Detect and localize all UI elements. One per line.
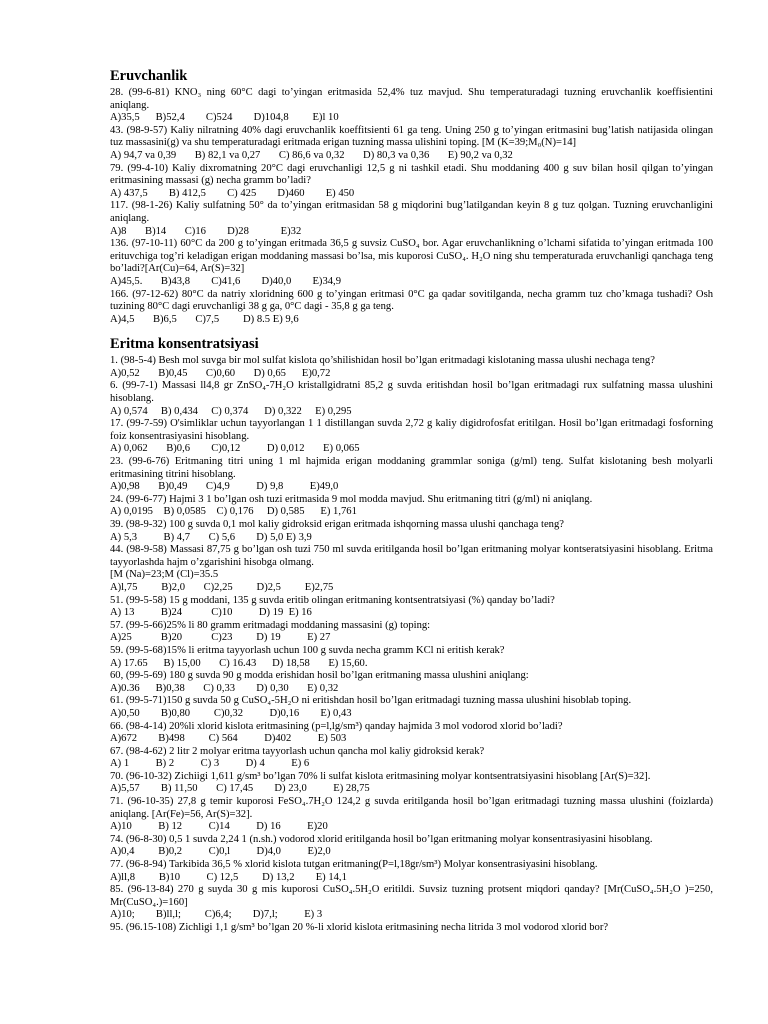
question-text: 39. (98-9-32) 100 g suvda 0,1 mol kaliy gidroksid erigan eritmada ishqorning massa ulushi qanchaga teng? [110, 519, 564, 530]
answer-options: A) 94,7 va 0,39 B) 82,1 va 0,27 C) 86,6 va 0,32 D) 80,3 va 0,36 E) 90,2 va 0,32 [110, 149, 513, 161]
answer-options: A)8 B)14 C)16 D)28 E)32 [110, 225, 302, 237]
answer-options: A)45,5. B)43,8 C)41,6 D)40,0 E)34,9 [110, 275, 341, 287]
answer-options: A)0,4 B)0,2 C)0,l D)4,0 E)2,0 [110, 846, 331, 858]
question-text: 77. (96-8-94) Tarkibida 36,5 % xlorid kislota tutgan eritmaning(P=l,18gr/sm³) Molyar konsentrasiyasini hisoblang. [110, 859, 598, 871]
section-eruvchanlik [110, 68, 713, 326]
section-heading: Eritma konsentratsiyasi [110, 336, 259, 353]
document-page [110, 68, 713, 935]
answer-options: A) 17.65 B) 15,00 C) 16.43 D) 18,58 E) 15,60. [110, 657, 368, 669]
answer-options: A)10; B)ll,l; C)6,4; D)7,l; E) 3 [110, 909, 323, 921]
answer-options: A)4,5 B)6,5 C)7,5 D) 8.5 E) 9,6 [110, 313, 299, 325]
question-text: 67. (98-4-62) 2 litr 2 molyar eritma tayyorlash uchun qancha mol kaliy gidroksid kerak? [110, 745, 485, 757]
answer-options: A) 0,0195 B) 0,0585 C) 0,176 D) 0,585 E) 1,761 [110, 506, 357, 518]
answer-options: A) 0,574 B) 0,434 C) 0,374 D) 0,322 E) 0,295 [110, 405, 352, 417]
answer-options: A) 5,3 B) 4,7 C) 5,6 D) 5,0 E) 3,9 [110, 531, 312, 543]
question-text: 136. (97-10-11) 60°C da 200 g to’yingan eritmada 36,5 g suvsiz CuSO₄ bor. Agar eruvchanlikning o’lchami sifatida to’yingan eritmada 100 erituvchiga tog’ri keladigan erigan moddaning massasi bo’lsa, mis kuporosi CuSO₄. H₂O ning shu temperaturada eruvchanligi qanchaga teng bo’ladi?[Ar(Cu)=64, Ar(S)=32] [110, 238, 713, 275]
question-text: 61. (99-5-71)150 g suvda 50 g CuSO₄-5H₂O ni eritishdan hosil bo’lgan eritmadagi tuzning massa ulushini hisoblab toping. [110, 695, 632, 707]
question-text: 24. (99-6-77) Hajmi 3 1 bo’lgan osh tuzi eritmasida 9 mol modda mavjud. Shu eritmaning titri (g/ml) ni aniqlang. [110, 493, 593, 505]
answer-options: A)0,98 B)0,49 C)4,9 D) 9,8 E)49,0 [110, 481, 339, 493]
question-text: 70. (96-10-32) Zichiigi 1,611 g/sm³ bo’lgan 70% li sulfat kislota eritmasining molyar kontsentratsiyasini hisoblang [Ar(S)=32]. [110, 770, 651, 782]
answer-options: A)ll,8 B)10 C) 12,5 D) 13,2 E) 14,1 [110, 871, 347, 883]
answer-options: A) 0,062 B)0,6 C)0,12 D) 0,012 E) 0,065 [110, 443, 360, 455]
answer-options: A)35,5 B)52,4 C)524 D)104,8 E)l 10 [110, 112, 339, 124]
question-text: 117. (98-1-26) Kaliy sulfatning 50° da to’yingan eritmasidan 58 g miqdorini bug’latilgandan keyin 8 g tuz qolgan. Tuzning eruvchanligini aniqlang. [110, 200, 713, 224]
question-text: 66. (98-4-14) 20%li xlorid kislota eritmasining (p=l,lg/sm³) qanday hajmida 3 mol vodorod xlorid bo’ladi? [110, 720, 563, 732]
section-heading: Eruvchanlik [110, 68, 188, 84]
question-text: 28. (99-6-81) KNO₃ ning 60°C dagi to’yingan eritmasida 52,4% tuz mavjud. Shu temperaturadagi tuzning eruvchanlik koeffisientini aniqlang. [110, 87, 713, 111]
answer-options: A)0,52 B)0,45 C)0,60 D) 0,65 E)0,72 [110, 367, 331, 379]
question-text: 85. (96-13-84) 270 g suyda 30 g mis kuporosi CuSO₄.5H₂O eritildi. Suvsiz tuzning protsent miqdori qanday? [Mr(CuSO₄.5H₂O )=250, Mr(CuSO₄.)=160] [110, 884, 713, 908]
answer-options: A)0,50 B)0,80 C)0,32 D)0,16 E) 0,43 [110, 707, 352, 719]
question-text: 1. (98-5-4) Besh mol suvga bir mol sulfat kislota qo’shilishidan hosil bo’lgan eritmadagi kislotaning massa ulushi nechaga teng? [110, 355, 655, 367]
answer-options: [M (Na)=23;M (Cl)=35.5 A)l,75 B)2,0 C)2,25 D)2,5 E)2,75 [110, 569, 334, 593]
answer-options: A)672 B)498 C) 564 D)402 E) 503 [110, 733, 347, 745]
question-text: 71. (96-10-35) 27,8 g temir kuporosi FeSO₄.7H₂O 124,2 g suvda eritilganda hosil bo’lgan eritmadagi tuzning massa ulushini (foizlarda) aniqlang. [Ar(Fe)=56, Ar(S)=32]. [110, 796, 713, 820]
answer-options: A) 13 B)24 C)10 D) 19 E) 16 [110, 607, 312, 619]
question-text: 57. (99-5-66)25% li 80 gramm eritmadagi moddaning massasini (g) toping: [110, 619, 431, 631]
question-text: 74. (96-8-30) 0,5 1 suvda 2,24 1 (n.sh.) vodorod xlorid eritilganda hosil bo’lgan eritmaning molyar konsentrasiyasini hisoblang. [110, 833, 653, 845]
section-eritma-konsentratsiyasi [110, 336, 713, 934]
question-text: 59. (99-5-68)15% li eritma tayyorlash uchun 100 g suvda necha gramm KCl ni eritish kerak? [110, 644, 505, 656]
answer-options: A) 1 B) 2 C) 3 D) 4 E) 6 [110, 758, 310, 770]
question-text: 51. (99-5-58) 15 g moddani, 135 g suvda eritib olingan eritmaning kontsentratsiyasi (%) qanday bo’ladi? [110, 594, 555, 606]
question-list [110, 87, 713, 326]
question-list [110, 355, 713, 934]
question-text: 44. (98-9-58) Massasi 87,75 g bo’lgan osh tuzi 750 ml suvda eritilganda hosil bo’lgan eritmaning molyar kontseratsiyasini hisoblang. Eritma tayyorlashda hajm o’zgarishini hisobga olmang. [110, 544, 713, 568]
answer-options: A)0.36 B)0,38 C) 0,33 D) 0,30 E) 0,32 [110, 682, 339, 694]
question-text: 6. (99-7-1) Massasi ll4,8 gr ZnSO₄-7H₂O kristallgidratni 85,2 g suvda eritishdan hosil bo’lgan eritmadagi rux sulfatning massa ulushini hisoblang. [110, 380, 713, 405]
question-text: 166. (97-12-62) 80°C da natriy xloridning 600 g to’yingan eritmasi 0°C ga qadar sovitilganda, necha gramm tuz cho’kmaga tushadi? Osh tuzining 80°C dagi eruvchanligi 38 g ga, 0°C dagi - 35,8 g ga teng. [110, 288, 713, 313]
answer-options: A)5,57 B) 11,50 C) 17,45 D) 23,0 E) 28,75 [110, 783, 370, 795]
answer-options: A)25 B)20 C)23 D) 19 E) 27 [110, 632, 331, 644]
question-text: 43. (98-9-57) Kaliy nilratning 40% dagi eruvchanlik koeffitsienti 61 ga teng. Uning 250 g to’yingan eritmasini bug’latish natijasida olingan tuz massasini(g) va shu temperaturadagi eritmada erigan tuzning massa ulishini toping. [M (K=39;M₀(N)=14] [110, 124, 713, 149]
question-text: 23. (99-6-76) Eritmaning titri uning 1 ml hajmida erigan moddaning grammlar soniga (g/ml) teng. Sulfat kislotaning besh molyarli eritmasining titrini hisoblang. [110, 456, 713, 480]
question-text: 95. (96.15-108) Zichligi 1,1 g/sm³ bo’lgan 20 %-li xlorid kislota eritmasining necha litrida 3 mol vodorod xlorid bor? [110, 922, 609, 933]
question-text: 60, (99-5-69) 180 g suvda 90 g modda erishidan hosil bo’lgan eritmaning massa ulushini aniqlang: [110, 670, 529, 682]
question-text: 17. (99-7-59) O'simliklar uchun tayyorlangan 1 1 distillangan suvda 2,72 g kaliy digidrofosfat eritilgan. Hosil bo’lgan eritmadagi fosforning foiz konsentrasiyasini hisoblang. [110, 418, 713, 442]
answer-options: A) 437,5 B) 412,5 C) 425 D)460 E) 450 [110, 187, 355, 199]
question-text: 79. (99-4-10) Kaliy dixromatning 20°C dagi eruvchanligi 12,5 g ni tashkil etadi. Shu moddaning 400 g suv bilan hosil qilgan to’yingan eritmasining massasi (g) necha gramm bo’ladi? [110, 162, 713, 187]
answer-options: A)10 B) 12 C)14 D) 16 E)20 [110, 821, 328, 833]
